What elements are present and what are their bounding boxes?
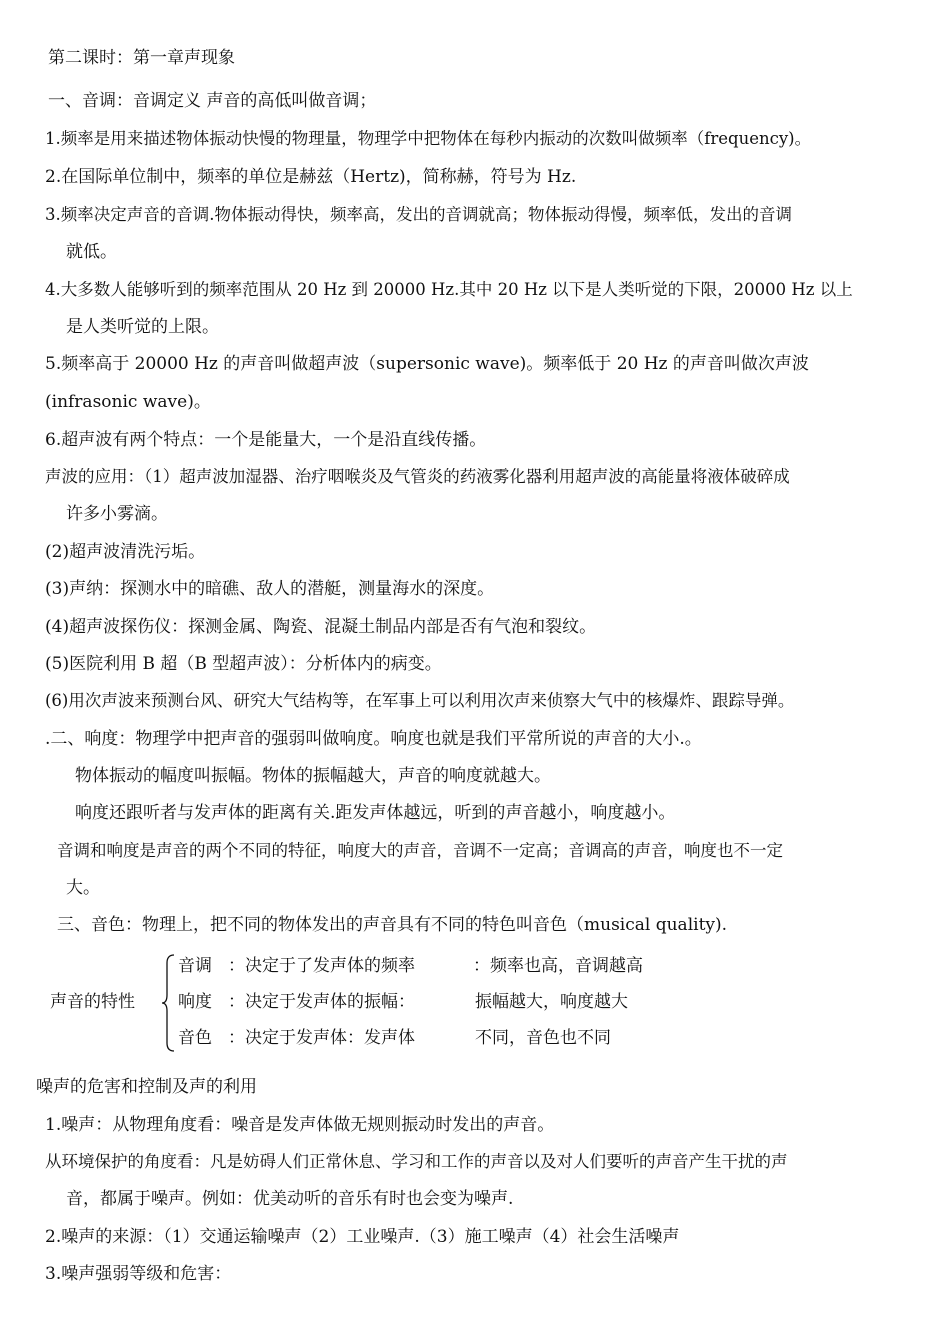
text-line: 4.大多数人能够听到的频率范围从 20 Hz 到 20000 Hz.其中 20 Hz 以下是人类听觉的下限，20000 Hz 以上	[45, 280, 853, 299]
text-line: 是人类听觉的上限。	[66, 317, 219, 337]
page-title: 第二课时：第一章声现象	[48, 48, 235, 68]
text-line: (3)声纳：探测水中的暗礁、敌人的潜艇，测量海水的深度。	[45, 579, 495, 599]
text-line: 1.噪声：从物理角度看：噪音是发声体做无规则振动时发出的声音。	[45, 1115, 555, 1135]
characteristic-note: 振幅越大，响度越大	[475, 992, 628, 1012]
text-line: 3.噪声强弱等级和危害：	[45, 1264, 232, 1284]
characteristics-label: 声音的特性	[50, 992, 135, 1012]
text-line: 响度还跟听者与发声体的距离有关.距发声体越远，听到的声音越小，响度越小。	[75, 803, 676, 823]
text-line: 音，都属于噪声。例如：优美动听的音乐有时也会变为噪声.	[66, 1189, 514, 1209]
characteristic-name: 音色	[178, 1028, 212, 1048]
text-line: (6)用次声波来预测台风、研究大气结构等，在军事上可以利用次声来侦察大气中的核爆炸、跟踪导弹。	[45, 691, 795, 710]
text-line: 就低。	[66, 242, 117, 262]
text-line: (4)超声波探伤仪：探测金属、陶瓷、混凝土制品内部是否有气泡和裂纹。	[45, 617, 597, 637]
text-line: (2)超声波清洗污垢。	[45, 542, 206, 562]
text-line: 1.频率是用来描述物体振动快慢的物理量，物理学中把物体在每秒内振动的次数叫做频率（frequency)。	[45, 129, 812, 148]
text-line: 声波的应用：（1）超声波加湿器、治疗咽喉炎及气管炎的药液雾化器利用超声波的高能量将液体破碎成	[45, 467, 790, 486]
text-line: 6.超声波有两个特点：一个是能量大，一个是沿直线传播。	[45, 430, 487, 450]
text-line: 2.噪声的来源：（1）交通运输噪声（2）工业噪声.（3）施工噪声（4）社会生活噪声	[45, 1227, 680, 1247]
characteristic-name: 响度	[178, 992, 212, 1012]
characteristic-desc: ：决定于发声体的振幅：	[228, 992, 415, 1012]
text-line: 5.频率高于 20000 Hz 的声音叫做超声波（supersonic wave)。频率低于 20 Hz 的声音叫做次声波	[45, 354, 809, 374]
section-heading: 噪声的危害和控制及声的利用	[36, 1077, 257, 1097]
text-line: 2.在国际单位制中，频率的单位是赫兹（Hertz)，简称赫，符号为 Hz.	[45, 167, 577, 187]
characteristic-note: 不同，音色也不同	[475, 1028, 611, 1048]
text-line: .二、响度：物理学中把声音的强弱叫做响度。响度也就是我们平常所说的声音的大小.。	[45, 729, 702, 749]
text-line: 物体振动的幅度叫振幅。物体的振幅越大，声音的响度就越大。	[75, 766, 551, 786]
text-line: (infrasonic wave)。	[45, 392, 211, 412]
brace-icon	[160, 953, 178, 1053]
text-line: 3.频率决定声音的音调.物体振动得快，频率高，发出的音调就高；物体振动得慢，频率低，发出的音调	[45, 205, 792, 224]
text-line: 从环境保护的角度看：凡是妨碍人们正常休息、学习和工作的声音以及对人们要听的声音产生干扰的声	[45, 1152, 788, 1171]
text-line: 许多小雾滴。	[66, 504, 168, 524]
text-line: (5)医院利用 B 超（B 型超声波）：分析体内的病变。	[45, 654, 442, 674]
text-line: 三、音色：物理上，把不同的物体发出的声音具有不同的特色叫音色（musical quality).	[57, 915, 728, 935]
characteristic-desc: ：决定于了发声体的频率	[228, 956, 415, 976]
text-line: 音调和响度是声音的两个不同的特征，响度大的声音，音调不一定高；音调高的声音，响度也不一定	[57, 841, 783, 860]
characteristic-name: 音调	[178, 956, 212, 976]
text-line: 一、音调：音调定义 声音的高低叫做音调；	[48, 91, 377, 111]
characteristic-desc: ：决定于发声体：发声体	[228, 1028, 415, 1048]
text-line: 大。	[66, 878, 100, 898]
characteristic-note: ：频率也高，音调越高	[473, 956, 643, 976]
